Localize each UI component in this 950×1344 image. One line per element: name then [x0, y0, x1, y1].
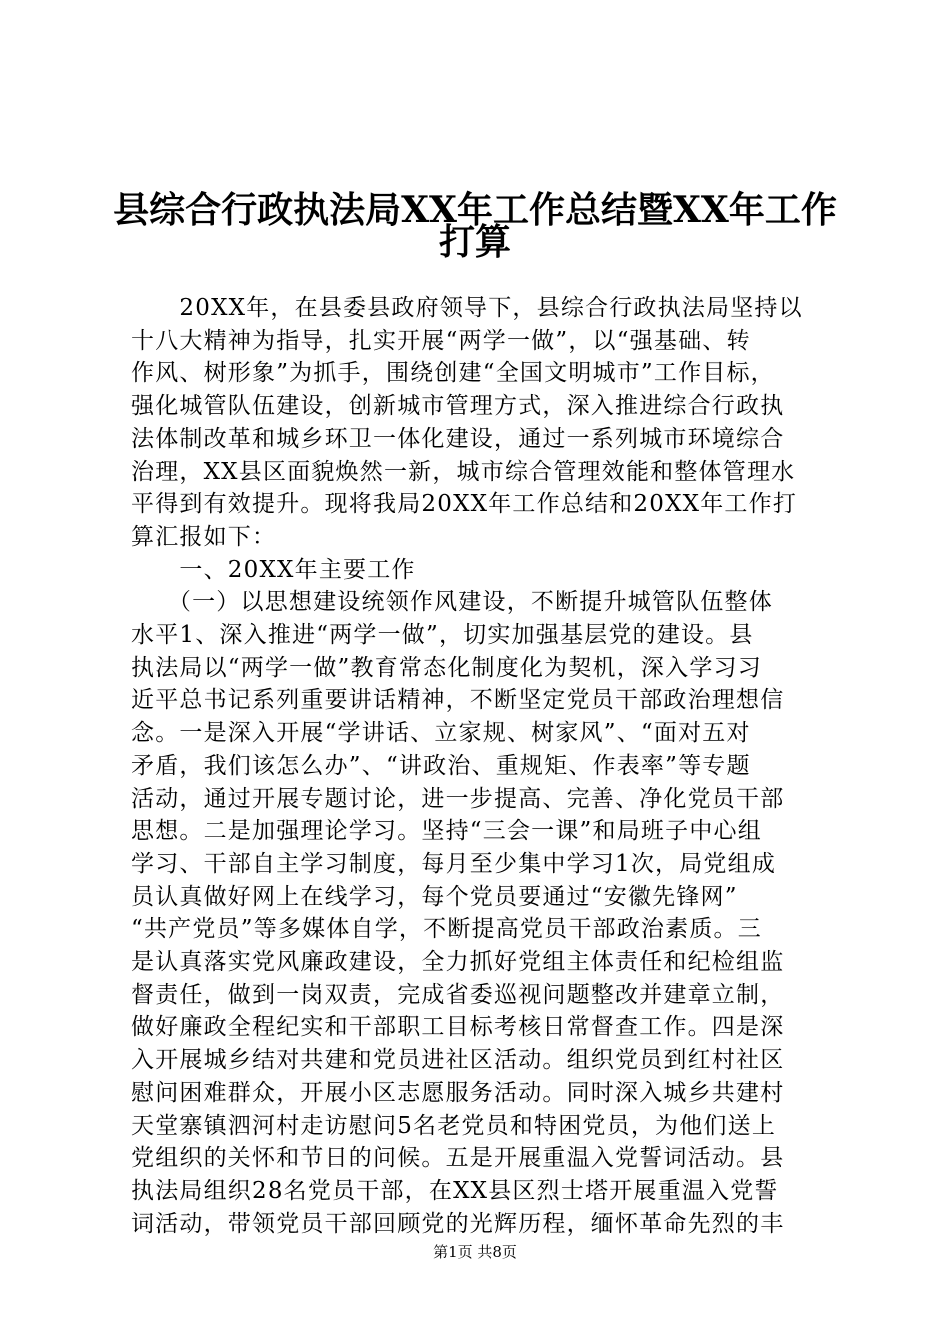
body-text-line: 治理，XX县区面貌焕然一新，城市综合管理效能和整体管理水	[131, 458, 796, 485]
document-title-line-2: 打算	[438, 221, 511, 263]
body-text-line: 是认真落实党风廉政建设，全力抓好党组主体责任和纪检组监	[131, 949, 785, 975]
body-text-line: 词活动，带领党员干部回顾党的光辉历程，缅怀革命先烈的丰	[131, 1210, 785, 1237]
body-text-line: 学习、干部自主学习制度，每月至少集中学习1次，局党组成	[131, 850, 777, 877]
body-text-line: 员认真做好网上在线学习，每个党员要通过“安徽先锋网”	[131, 883, 738, 910]
body-text-line: 天堂寨镇泗河村走访慰问5名老党员和特困党员，为他们送上	[131, 1112, 777, 1139]
body-text-line: 近平总书记系列重要讲话精神，不断坚定党员干部政治理想信	[131, 687, 785, 714]
page-footer: 第1页 共8页	[433, 1243, 517, 1261]
body-text-line: “共产党员”等多媒体自学，不断提高党员干部政治素质。三	[131, 916, 762, 943]
body-text-line: 法体制改革和城乡环卫一体化建设，通过一系列城市环境综合	[131, 425, 785, 452]
body-text-line: 作风、树形象”为抓手，围绕创建“全国文明城市”工作目标，	[131, 360, 775, 387]
body-text-line: 做好廉政全程纪实和干部职工目标考核日常督查工作。四是深	[131, 1014, 785, 1041]
body-text-line: 强化城管队伍建设，创新城市管理方式，深入推进综合行政执	[131, 393, 785, 420]
body-text-line: 矛盾，我们该怎么办”、“讲政治、重规矩、作表率”等专题	[131, 752, 751, 779]
body-text-line: （一）以思想建设统领作风建设，不断提升城管队伍整体	[131, 589, 773, 616]
body-text-line: 督责任，做到一岗双责，完成省委巡视问题整改并建章立制，	[131, 981, 785, 1008]
body-text-line: 算汇报如下：	[131, 523, 277, 550]
body-text-line: 活动，通过开展专题讨论，进一步提高、完善、净化党员干部	[131, 785, 785, 812]
body-text-line: 思想。二是加强理论学习。坚持“三会一课”和局班子中心组	[131, 818, 762, 845]
body-text-line: 慰问困难群众，开展小区志愿服务活动。同时深入城乡共建村	[131, 1079, 785, 1106]
body-text-line: 平得到有效提升。现将我局20XX年工作总结和20XX年工作打	[131, 491, 798, 518]
body-text-line: 执法局以“两学一做”教育常态化制度化为契机，深入学习习	[131, 654, 762, 681]
body-text-line: 一、20XX年主要工作	[131, 556, 416, 583]
body-text-line: 执法局组织28名党员干部，在XX县区烈士塔开展重温入党誓	[131, 1177, 779, 1204]
body-text-line: 入开展城乡结对共建和党员进社区活动。组织党员到红村社区	[131, 1047, 785, 1074]
body-text-line: 水平1、深入推进“两学一做”，切实加强基层党的建设。县	[131, 622, 754, 648]
document-title-line-1: 县综合行政执法局XX年工作总结暨XX年工作	[113, 189, 837, 231]
body-text-line: 十八大精神为指导，扎实开展“两学一做”，以“强基础、转	[131, 327, 751, 354]
body-text-line: 20XX年，在县委县政府领导下，县综合行政执法局坚持以	[131, 295, 803, 321]
body-text-line: 党组织的关怀和节日的问候。五是开展重温入党誓词活动。县	[131, 1145, 785, 1172]
body-text-line: 念。一是深入开展“学讲话、立家规、树家风”、“面对五对	[131, 720, 751, 747]
